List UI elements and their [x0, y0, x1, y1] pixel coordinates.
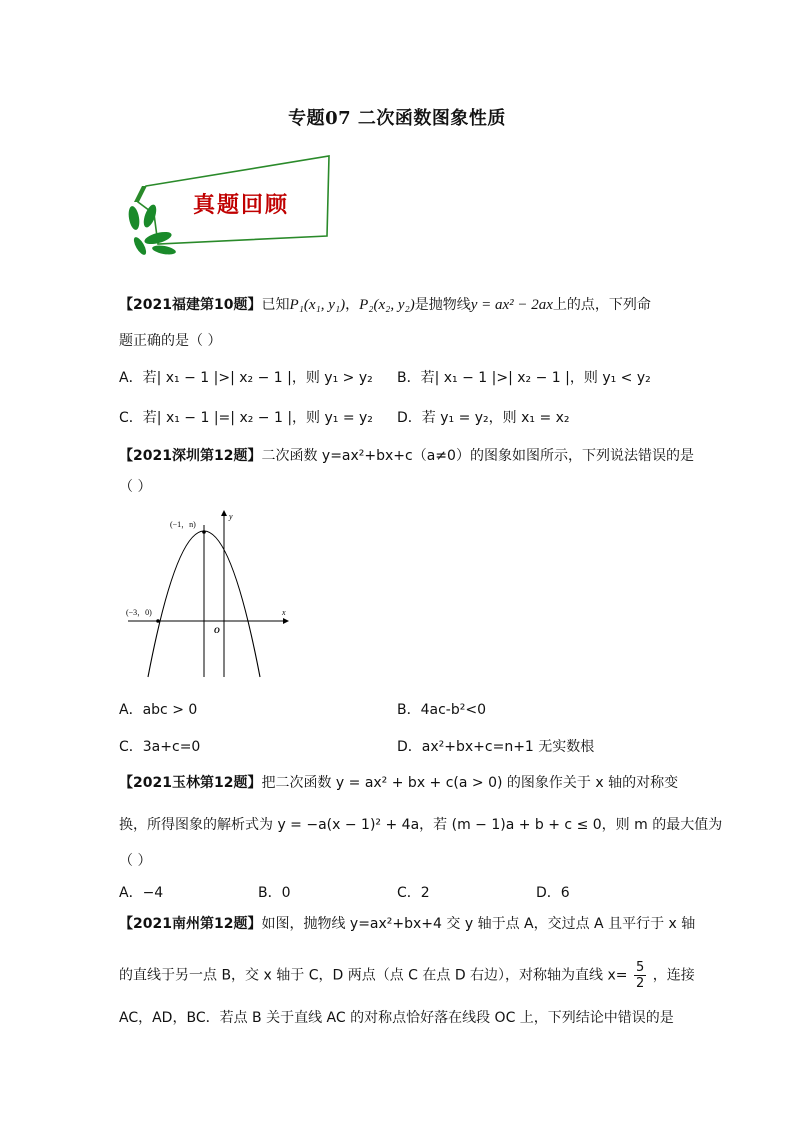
q4-fraction-numerator: 5: [635, 960, 645, 975]
q4-fraction: [634, 960, 646, 991]
x-axis-label: x: [282, 608, 286, 617]
q2-heading: 【2021深圳第12题】: [119, 448, 262, 464]
q1-text3: 上的点，下列命: [552, 297, 651, 313]
vertex-label: (−1，n): [170, 520, 196, 529]
q2-text: 二次函数 y=ax²+bx+c（a≠0）的图象如图所示，下列说法错误的是: [261, 448, 694, 464]
q4-fraction-denominator: 2: [635, 976, 645, 991]
root-point: [156, 619, 160, 623]
q4-stem-line2: [119, 960, 695, 991]
q4-text2b: ，连接: [652, 967, 695, 984]
q3-option-c: C．2: [397, 885, 430, 901]
q1-separator: ，: [345, 297, 360, 313]
q3-stem-line1: [119, 773, 678, 793]
origin-label: O: [214, 626, 220, 635]
q1-stem-line1: [119, 295, 651, 315]
q1-function: y = ax² − 2ax: [470, 297, 553, 313]
y-axis-label: y: [229, 512, 233, 521]
q3-option-a: A．−4: [119, 885, 164, 901]
q1-option-d: D．若 y₁ = y₂，则 x₁ = x₂: [397, 410, 570, 426]
vertex-point: [202, 530, 206, 534]
q2-stem: [119, 446, 694, 466]
q2-option-a: A．abc > 0: [119, 702, 198, 718]
page-title: 专题07 二次函数图象性质: [288, 108, 506, 129]
q3-option-d: D．6: [536, 885, 570, 901]
q4-heading: 【2021南州第12题】: [119, 916, 262, 932]
q3-stem-line2: 换，所得图象的解析式为 y = −a(x − 1)² + 4a，若 (m − 1)a + b + c ≤ 0，则 m 的最大值为: [119, 817, 723, 833]
root-label: (−3，0): [126, 608, 152, 617]
q3-heading: 【2021玉林第12题】: [119, 775, 262, 791]
q3-answer-paren: （ ）: [119, 853, 152, 869]
banner-label: 真题回顾: [193, 192, 290, 218]
q2-option-d: D．ax²+bx+c=n+1 无实数根: [397, 739, 595, 755]
q1-heading: 【2021福建第10题】: [119, 297, 262, 313]
q4-stem-line3: AC，AD，BC．若点 B 关于直线 AC 的对称点恰好落在线段 OC 上，下列结论中错误的是: [119, 1010, 674, 1026]
q2-parabola-figure: [118, 505, 298, 685]
q3-text1: 把二次函数 y = ax² + bx + c(a > 0) 的图象作关于 x 轴的对称变: [261, 775, 679, 791]
q3-option-b: B．0: [258, 885, 291, 901]
section-banner: [118, 150, 333, 270]
q2-answer-paren: （ ）: [119, 479, 152, 495]
q1-option-b: B．若| x₁ − 1 |>| x₂ − 1 |，则 y₁ < y₂: [397, 370, 651, 386]
q1-stem-line2: 题正确的是（ ）: [119, 333, 222, 349]
q1-point1: P₁(x₁, y₁): [289, 297, 346, 313]
q4-stem-line1: [119, 914, 695, 934]
q1-text1: 已知: [261, 297, 290, 313]
q4-text1: 如图，抛物线 y=ax²+bx+4 交 y 轴于点 A，交过点 A 且平行于 x 轴: [261, 916, 696, 932]
q1-option-c: C．若| x₁ − 1 |=| x₂ − 1 |，则 y₁ = y₂: [119, 410, 373, 426]
q1-point2: P₂(x₂, y₂): [359, 297, 415, 313]
q1-option-a: A．若| x₁ − 1 |>| x₂ − 1 |，则 y₁ > y₂: [119, 370, 373, 386]
q2-option-b: B．4ac-b²<0: [397, 702, 486, 718]
q2-option-c: C．3a+c=0: [119, 739, 201, 755]
q1-text2: 是抛物线: [414, 297, 471, 313]
q4-text2a: 的直线于另一点 B，交 x 轴于 C，D 两点（点 C 在点 D 右边），对称轴为直线 x=: [119, 967, 628, 984]
